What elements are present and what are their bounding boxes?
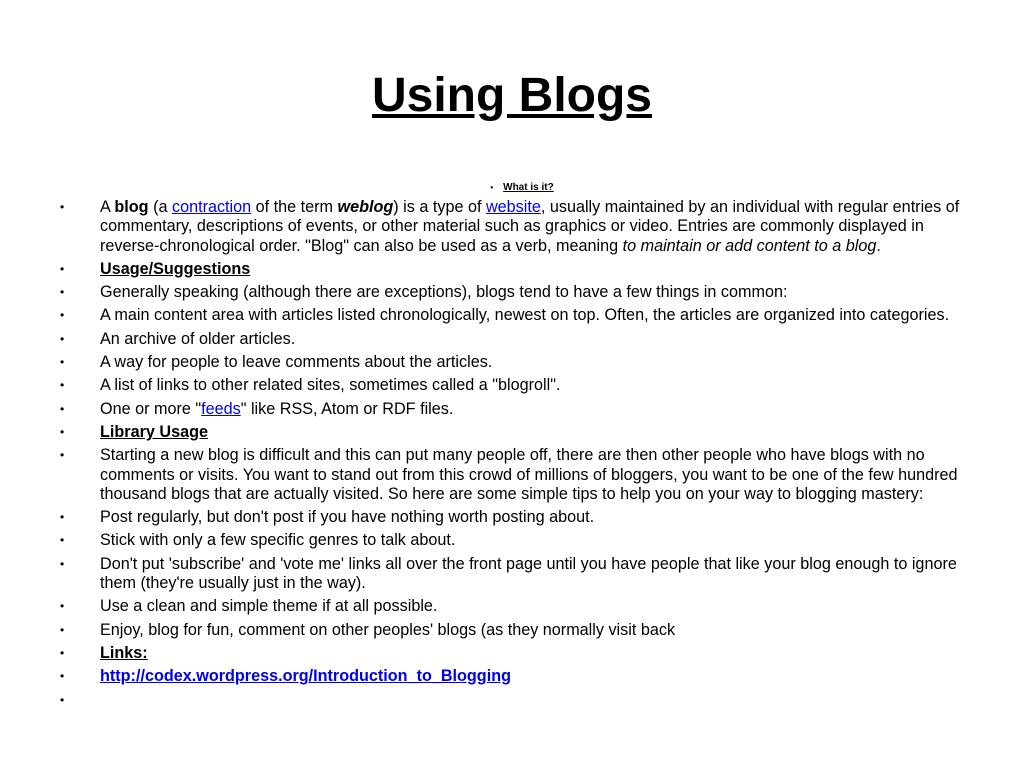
list-item (60, 283, 972, 302)
item-text: Enjoy, blog for fun, comment on other peoples' blogs (as they normally visit back (100, 620, 676, 639)
text-run: , usually maintained by an individual with regular entries of commentary, descriptions of events, or other material such as graphics or video. Entries are commonly displayed in reverse-chronological order. "Blog" can also be used as a verb, meaning (100, 198, 960, 255)
item-text: A way for people to leave comments about the articles. (100, 353, 493, 372)
list-item (60, 508, 972, 527)
list-item-links-heading (60, 644, 972, 663)
list-item (60, 597, 972, 616)
text-run: . (876, 236, 881, 255)
list-item-usage-heading (60, 260, 972, 279)
subheading (0, 181, 1024, 195)
bullet-icon: • (60, 200, 65, 214)
bullet-icon: • (60, 285, 65, 300)
bullet-icon: • (60, 533, 65, 548)
item-text: Generally speaking (although there are exceptions), blogs tend to have a few things in common: (100, 283, 788, 302)
item-text: Post regularly, but don't post if you have nothing worth posting about. (100, 508, 595, 527)
links-heading: Links: (100, 643, 148, 662)
list-item-feeds (60, 400, 972, 419)
item-text: A list of links to other related sites, sometimes called a "blogroll". (100, 376, 561, 395)
bullet-icon: • (60, 510, 65, 525)
bullet-icon: • (60, 261, 65, 276)
bullet-icon: • (60, 448, 65, 463)
list-item (60, 555, 972, 594)
list-item (60, 306, 972, 325)
bullet-icon: • (60, 424, 65, 439)
list-item-library-heading (60, 423, 972, 442)
item-text: Don't put 'subscribe' and 'vote me' links all over the front page until you have people that like your blog enough to ignore them (they're usually just in the way). (100, 554, 957, 593)
item-text: Stick with only a few specific genres to talk about. (100, 531, 456, 550)
item-text: An archive of older articles. (100, 329, 296, 348)
list-item (60, 446, 972, 504)
item-text: A main content area with articles listed chronologically, newest on top. Often, the articles are organized into categories. (100, 306, 950, 325)
library-usage-heading: Library Usage (100, 422, 208, 441)
bullet-icon: • (60, 692, 65, 707)
list-item (60, 376, 972, 395)
bullet-icon: • (60, 355, 65, 370)
text-run: of the term (251, 198, 338, 216)
bullet-icon: • (490, 183, 494, 192)
item-text: Starting a new blog is difficult and this can put many people off, there are then other people who have blogs with no comments or visits. You want to stand out from this crowd of millions of bloggers, you want to be one of the few hundred thousand blogs that are actually visited. So here are some simple tips to help you on your way to blogging mastery: (100, 446, 958, 503)
slide-title: Using Blogs (371, 69, 652, 122)
verb-meaning: to maintain or add content to a blog (622, 236, 877, 255)
bullet-icon: • (60, 669, 65, 684)
text-run: A (100, 198, 115, 216)
bullet-icon: • (60, 308, 65, 323)
contraction-link[interactable]: contraction (171, 198, 252, 216)
bullet-list (60, 198, 972, 707)
bullet-icon: • (60, 622, 65, 637)
bullet-icon: • (60, 645, 65, 660)
list-item (60, 330, 972, 349)
bullet-icon: • (60, 331, 65, 346)
list-item (60, 531, 972, 550)
list-item-url (60, 667, 972, 686)
text-run: (a (148, 198, 172, 216)
bullet-icon: • (60, 378, 65, 393)
term-weblog: weblog (337, 198, 394, 216)
bullet-icon: • (60, 556, 65, 571)
text-run: One or more " (100, 399, 202, 418)
usage-heading: Usage/Suggestions (100, 259, 251, 278)
list-item (60, 353, 972, 372)
bullet-icon: • (60, 401, 65, 416)
item-text: Use a clean and simple theme if at all possible. (100, 597, 438, 616)
list-item (60, 621, 972, 640)
website-link[interactable]: website (485, 198, 541, 216)
term-blog: blog (114, 198, 149, 216)
text-run: " like RSS, Atom or RDF files. (240, 399, 454, 418)
wordpress-codex-link[interactable]: http://codex.wordpress.org/Introduction_to_Blogging (100, 667, 511, 686)
bullet-icon: • (60, 599, 65, 614)
subheading-text: What is it? (503, 182, 554, 193)
text-run: ) is a type of (393, 198, 486, 216)
feeds-link[interactable]: feeds (201, 399, 241, 418)
list-item-definition (60, 198, 972, 256)
